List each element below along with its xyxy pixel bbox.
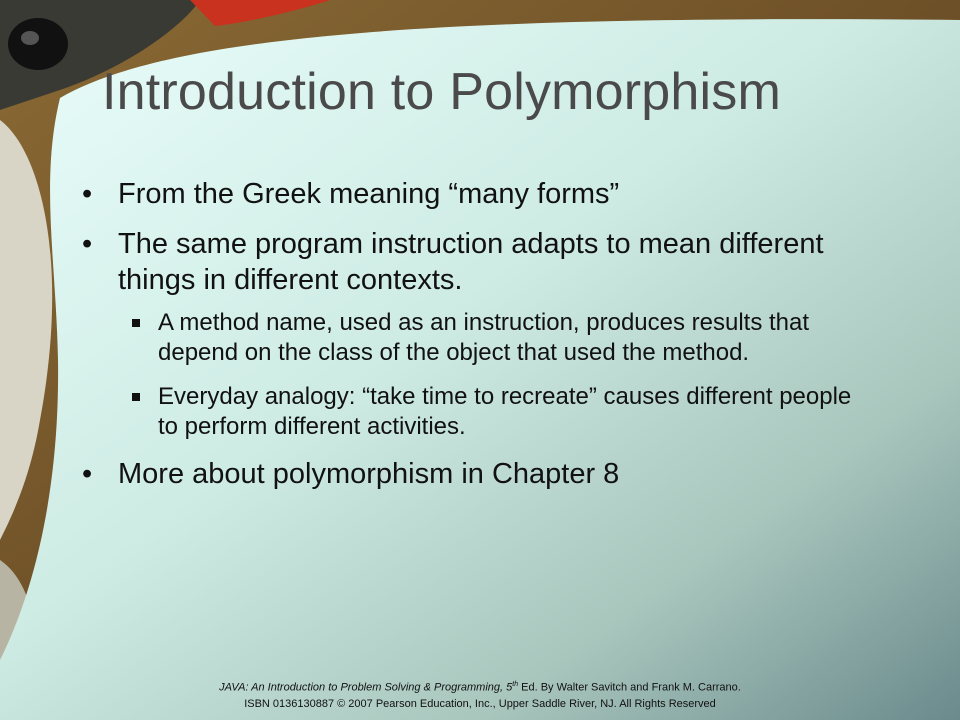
footer-copyright: ISBN 0136130887 © 2007 Pearson Education, Inc., Upper Saddle River, NJ. All Rights Reserved — [244, 698, 716, 710]
sub-bullet-item — [118, 382, 860, 442]
bullet-item — [80, 226, 860, 442]
bullet-dot-icon: • — [82, 228, 93, 260]
slide-title: Introduction to Polymorphism — [102, 63, 782, 121]
footer-authors: Ed. By Walter Savitch and Frank M. Carrano. — [518, 681, 741, 694]
square-bullet-icon — [132, 319, 140, 327]
bullet-item — [80, 176, 860, 212]
sub-bullet-text: Everyday analogy: “take time to recreate” causes different people to perform different activities. — [158, 383, 852, 440]
footer-book-title: JAVA: An Introduction to Problem Solving & Programming, 5 — [219, 681, 513, 694]
bullet-item — [80, 456, 860, 492]
bullet-text: The same program instruction adapts to mean different things in different contexts. — [118, 228, 824, 296]
bullet-text: From the Greek meaning “many forms” — [118, 178, 620, 210]
sub-bullet-text: A method name, used as an instruction, produces results that depend on the class of the object that used the method. — [158, 309, 810, 366]
sub-bullet-list — [118, 308, 860, 442]
bullet-dot-icon: • — [82, 458, 93, 490]
footer-edition-sup: th — [512, 681, 519, 688]
bullet-dot-icon: • — [82, 178, 93, 210]
bullet-text: More about polymorphism in Chapter 8 — [118, 458, 620, 490]
bullet-list — [80, 176, 860, 506]
footer-citation — [0, 681, 960, 694]
square-bullet-icon — [132, 393, 140, 401]
sub-bullet-item — [118, 308, 860, 368]
